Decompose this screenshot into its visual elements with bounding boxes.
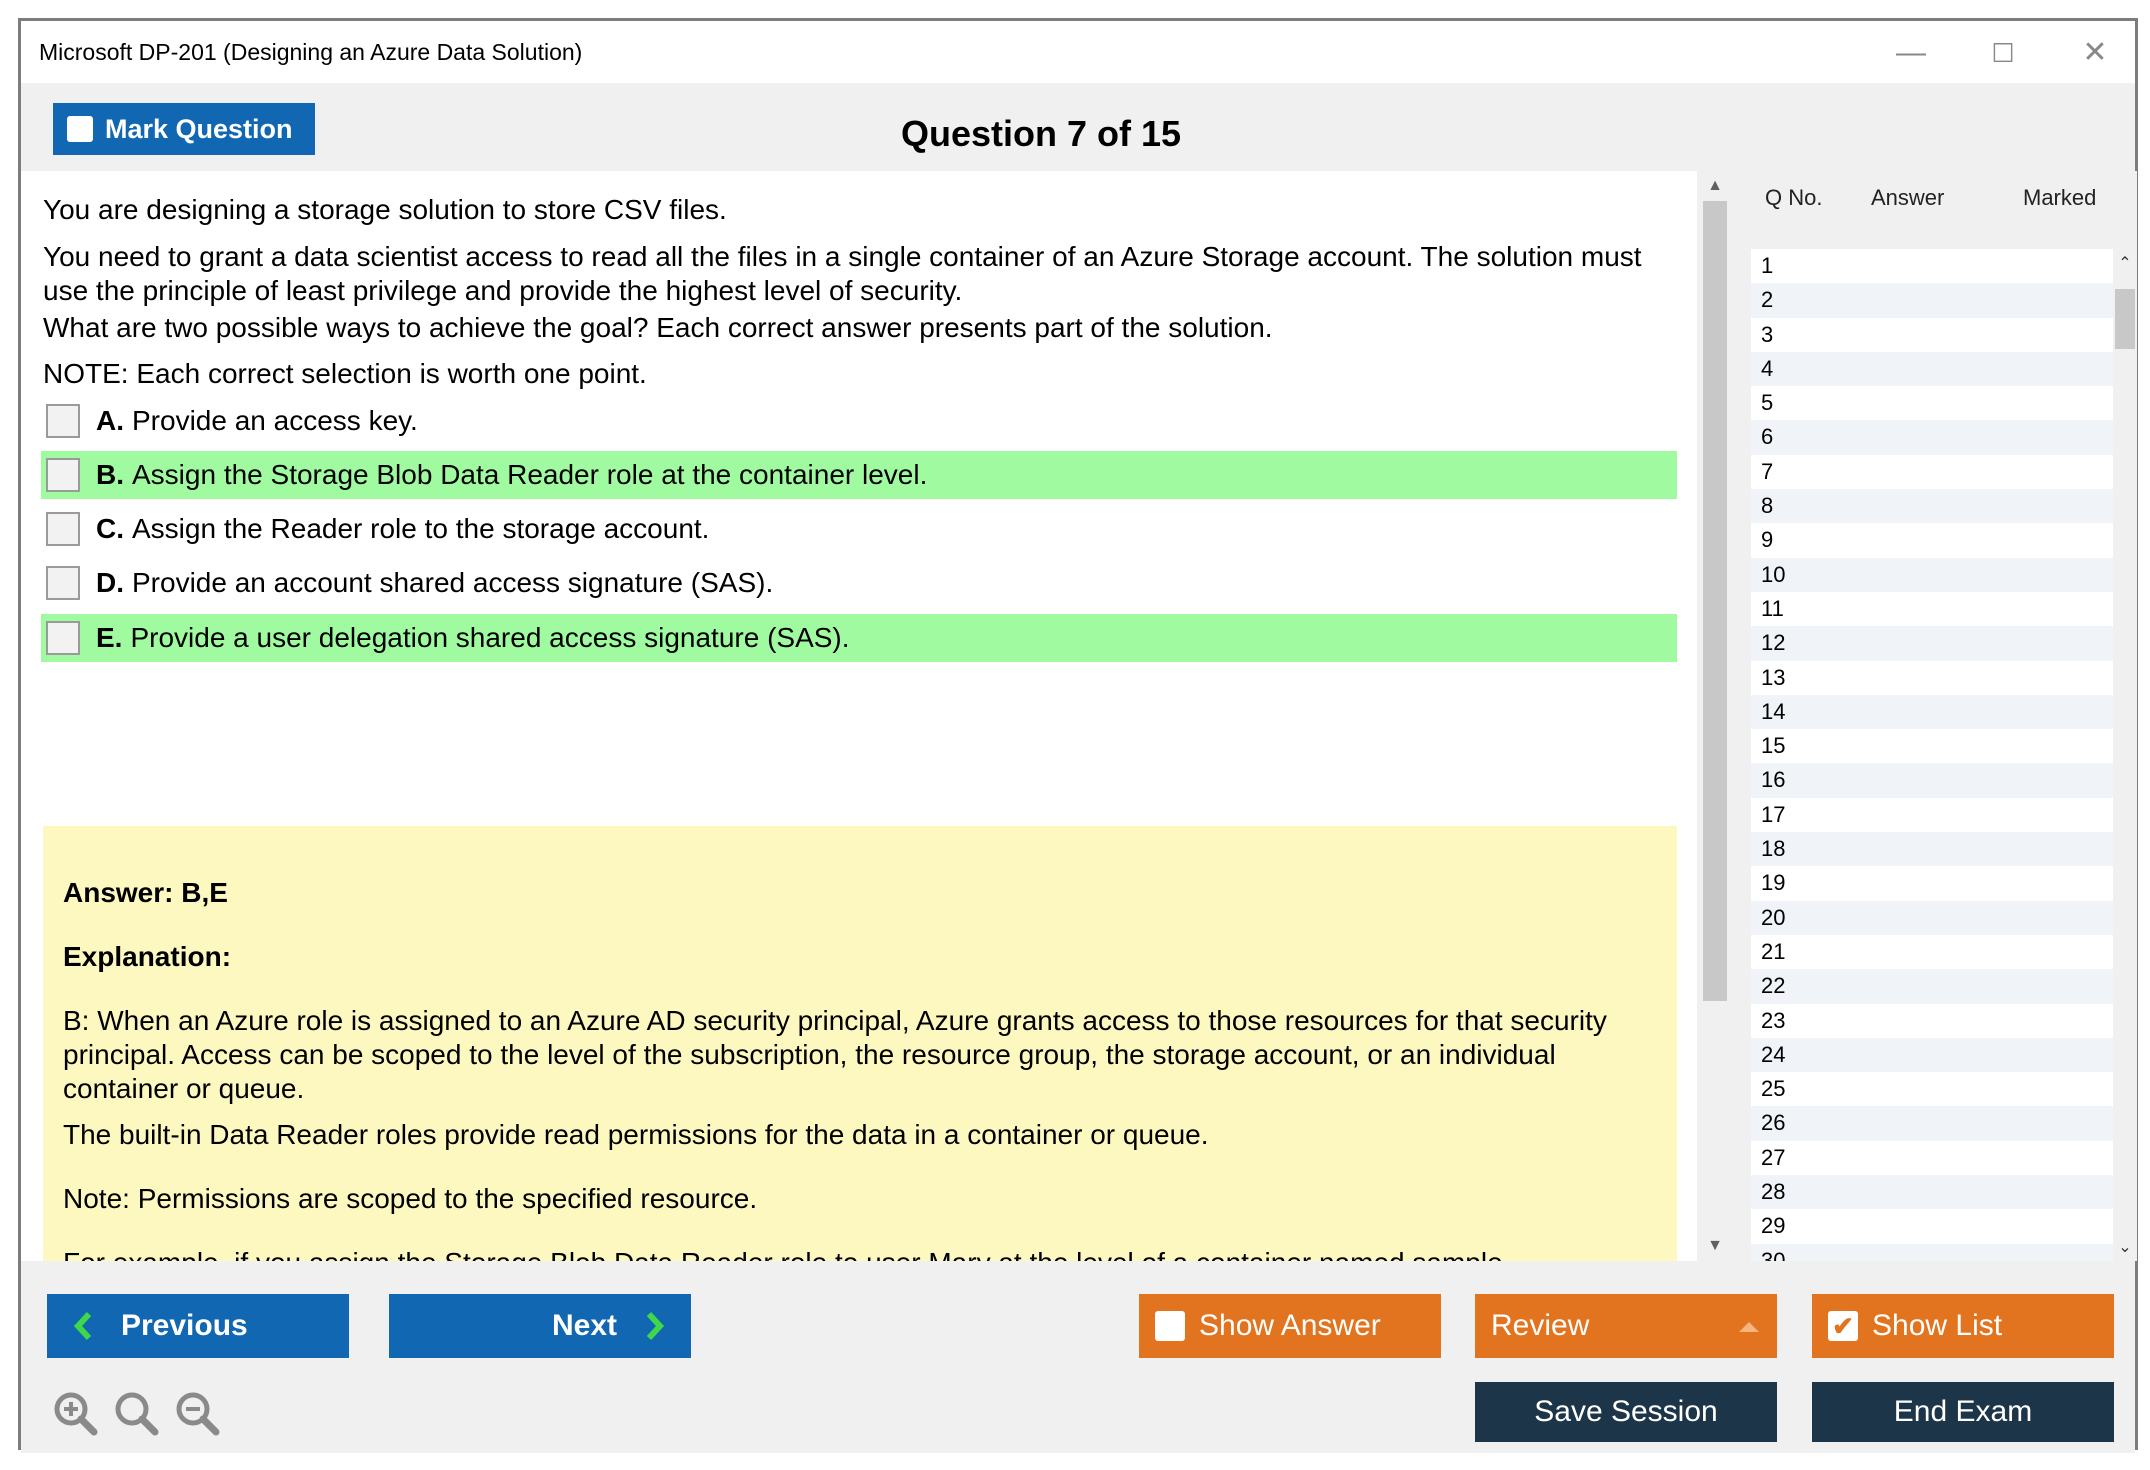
zoom-reset-icon[interactable] <box>112 1389 160 1437</box>
option-letter: C. <box>96 513 124 544</box>
scroll-thumb[interactable] <box>1703 201 1727 1001</box>
option-letter: B. <box>96 459 124 490</box>
question-list-row[interactable]: 13 <box>1761 664 1786 690</box>
option-text: Assign the Storage Blob Data Reader role at the container level. <box>132 459 928 490</box>
list-scroll-up-icon[interactable]: ⌃ <box>2118 255 2132 272</box>
question-title: Question 7 of 15 <box>901 113 1182 154</box>
option-d[interactable] <box>41 559 1677 607</box>
show-answer-label: Show Answer <box>1199 1309 1381 1342</box>
question-list-row[interactable]: 21 <box>1761 938 1786 964</box>
previous-button[interactable] <box>47 1294 349 1358</box>
app-window <box>18 18 2138 1450</box>
checkbox-icon <box>1155 1311 1185 1341</box>
option-letter: D. <box>96 567 124 598</box>
maximize-icon[interactable]: ☐ <box>1991 38 2015 68</box>
chevron-right-icon <box>643 1311 665 1341</box>
next-label: Next <box>551 1309 617 1342</box>
question-list-row[interactable]: 8 <box>1751 489 2113 523</box>
question-list-row[interactable]: 22 <box>1751 969 2113 1003</box>
question-list-row[interactable]: 2 <box>1751 283 2113 317</box>
question-list-row[interactable]: 20 <box>1751 901 2113 935</box>
option-e[interactable] <box>41 614 1677 662</box>
mark-question-button[interactable] <box>53 103 315 155</box>
question-list-row[interactable]: 24 <box>1751 1038 2113 1072</box>
col-header-qno[interactable]: Q No. <box>1765 185 1823 210</box>
review-button[interactable] <box>1475 1294 1777 1358</box>
question-list-row[interactable]: 11 <box>1761 595 1784 621</box>
question-list-row[interactable]: 27 <box>1761 1144 1786 1170</box>
option-c[interactable] <box>41 505 1677 553</box>
answer-line: Answer: B,E <box>63 877 228 908</box>
question-list-row[interactable]: 29 <box>1761 1213 1786 1239</box>
option-text: Assign the Reader role to the storage account. <box>132 513 710 544</box>
option-checkbox[interactable] <box>46 512 80 546</box>
question-list-row[interactable]: 14 <box>1751 695 2113 729</box>
zoom-out-icon[interactable] <box>173 1389 221 1437</box>
list-scroll-down-icon[interactable]: ⌄ <box>2118 1239 2132 1256</box>
scroll-up-icon[interactable]: ▲ <box>1707 177 1723 194</box>
explanation-paragraph: B: When an Azure role is assigned to an Azure AD security principal, Azure grants access to those resources for that security principal. Access can be scoped to the level of the subscription, the resource group, the storage account, or an individual container or queue. <box>63 1005 1607 1104</box>
save-session-label: Save Session <box>1534 1395 1718 1428</box>
question-list-row[interactable]: 3 <box>1761 321 1774 347</box>
zoom-in-icon[interactable] <box>51 1389 99 1437</box>
question-list-row[interactable]: 5 <box>1761 390 1774 416</box>
question-list-row[interactable]: 16 <box>1751 763 2113 797</box>
question-list-row[interactable]: 9 <box>1761 527 1774 553</box>
question-list-row[interactable]: 12 <box>1751 626 2113 660</box>
scroll-down-icon[interactable]: ▼ <box>1707 1237 1723 1254</box>
question-list <box>1751 249 2113 1261</box>
explanation-paragraph: The built-in Data Reader roles provide read permissions for the data in a container or queue. <box>63 1119 1209 1150</box>
option-a[interactable] <box>41 397 1677 445</box>
list-scrollbar[interactable] <box>2113 249 2137 1261</box>
chevron-left-icon <box>73 1311 95 1341</box>
option-letter: A. <box>96 405 124 436</box>
question-content <box>21 171 1697 1261</box>
question-list-row[interactable]: 6 <box>1751 420 2113 454</box>
minimize-icon[interactable]: — <box>1896 36 1926 69</box>
question-paragraph: You are designing a storage solution to store CSV files. <box>43 194 727 225</box>
show-list-label: Show List <box>1872 1309 2003 1342</box>
question-header <box>21 83 2135 171</box>
content-scrollbar[interactable] <box>1699 171 1731 1261</box>
question-list-row[interactable]: 18 <box>1751 832 2113 866</box>
caret-up-icon <box>1739 1320 1759 1332</box>
option-text: Provide an account shared access signature (SAS). <box>132 567 774 598</box>
question-list-row[interactable]: 7 <box>1761 458 1774 484</box>
previous-label: Previous <box>121 1309 248 1342</box>
option-checkbox[interactable] <box>46 458 80 492</box>
end-exam-label: End Exam <box>1893 1395 2033 1428</box>
checkmark-icon: ✔ <box>1828 1311 1858 1341</box>
save-session-button[interactable] <box>1475 1382 1777 1442</box>
question-list-row[interactable]: 4 <box>1751 352 2113 386</box>
answer-panel <box>43 826 1677 1286</box>
option-checkbox[interactable] <box>46 404 80 438</box>
list-scroll-thumb[interactable] <box>2115 289 2135 349</box>
option-checkbox[interactable] <box>46 621 80 655</box>
explanation-label: Explanation: <box>63 941 232 972</box>
mark-question-label: Mark Question <box>105 113 293 144</box>
question-list-row[interactable]: 15 <box>1761 733 1786 759</box>
option-letter: E. <box>96 622 123 653</box>
question-list-panel <box>1739 171 2137 1261</box>
col-header-marked[interactable]: Marked <box>2023 185 2097 210</box>
question-list-row[interactable]: 10 <box>1751 558 2113 592</box>
footer-toolbar <box>21 1261 2135 1453</box>
review-label: Review <box>1491 1309 1590 1342</box>
option-b[interactable] <box>41 451 1677 499</box>
checkbox-icon <box>67 116 93 142</box>
show-list-button[interactable] <box>1812 1294 2114 1358</box>
question-list-row[interactable]: 23 <box>1761 1007 1786 1033</box>
col-header-answer[interactable]: Answer <box>1871 185 1945 210</box>
option-text: Provide an access key. <box>132 405 418 436</box>
question-list-row[interactable]: 1 <box>1761 253 1774 278</box>
question-list-row[interactable]: 17 <box>1761 801 1786 827</box>
option-checkbox[interactable] <box>46 566 80 600</box>
question-list-row[interactable]: 25 <box>1761 1076 1786 1102</box>
close-icon[interactable]: ✕ <box>2082 36 2108 69</box>
show-answer-button[interactable] <box>1139 1294 1441 1358</box>
end-exam-button[interactable] <box>1812 1382 2114 1442</box>
question-paragraph: You need to grant a data scientist access to read all the files in a single container of an Azure Storage account. The solution must use the principle of least privilege and provide the highest level of security. <box>43 241 1642 306</box>
question-list-row[interactable]: 19 <box>1761 870 1786 896</box>
question-list-row[interactable]: 26 <box>1751 1106 2113 1140</box>
explanation-paragraph: Note: Permissions are scoped to the specified resource. <box>63 1183 758 1214</box>
next-button[interactable] <box>389 1294 691 1358</box>
window-title: Microsoft DP-201 (Designing an Azure Data Solution) <box>39 39 583 65</box>
question-list-row[interactable]: 28 <box>1751 1175 2113 1209</box>
title-bar <box>21 21 2135 83</box>
question-paragraph: What are two possible ways to achieve the goal? Each correct answer presents part of the solution. <box>43 312 1273 343</box>
question-paragraph: NOTE: Each correct selection is worth one point. <box>43 358 647 389</box>
option-text: Provide a user delegation shared access signature (SAS). <box>130 622 850 653</box>
